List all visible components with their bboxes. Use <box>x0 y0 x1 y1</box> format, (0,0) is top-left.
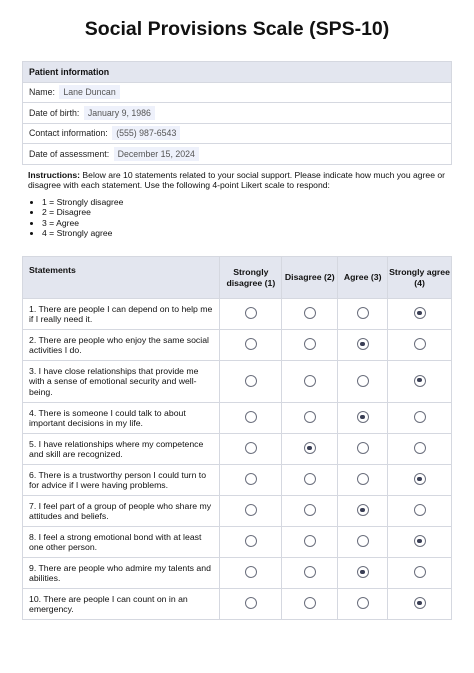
radio-option-4[interactable] <box>414 375 426 387</box>
option-cell <box>282 589 338 620</box>
option-cell <box>338 589 388 620</box>
option-cell <box>282 558 338 589</box>
option-cell <box>282 465 338 496</box>
option-cell <box>338 465 388 496</box>
option-cell <box>388 558 452 589</box>
radio-option-2[interactable] <box>304 535 316 547</box>
option-cell <box>220 527 282 558</box>
radio-option-4[interactable] <box>414 338 426 350</box>
option-cell <box>220 299 282 330</box>
dob-row <box>23 103 452 124</box>
option-cell <box>338 403 388 434</box>
dob-label: Date of birth: <box>29 107 80 118</box>
contact-field[interactable]: (555) 987-6543 <box>112 126 180 140</box>
radio-option-2[interactable] <box>304 566 316 578</box>
table-row <box>23 403 452 434</box>
instructions-label: Instructions: <box>28 170 81 180</box>
option-cell <box>282 299 338 330</box>
radio-option-2[interactable] <box>304 504 316 516</box>
statement-text: 8. I feel a strong emotional bond with at least one other person. <box>23 527 220 558</box>
option-cell <box>220 361 282 403</box>
radio-option-1[interactable] <box>245 504 257 516</box>
page-title: Social Provisions Scale (SPS-10) <box>84 18 390 40</box>
radio-option-1[interactable] <box>245 411 257 423</box>
table-row <box>23 361 452 403</box>
name-row <box>23 82 452 103</box>
option-cell <box>338 496 388 527</box>
disagree-header: Disagree (2) <box>282 257 338 299</box>
table-row <box>23 496 452 527</box>
radio-option-4[interactable] <box>414 307 426 319</box>
option-cell <box>282 330 338 361</box>
rating-rows <box>23 299 452 620</box>
radio-option-3[interactable] <box>357 535 369 547</box>
instructions <box>28 170 448 239</box>
radio-option-4[interactable] <box>414 504 426 516</box>
option-cell <box>338 361 388 403</box>
option-cell <box>220 589 282 620</box>
instructions-text <box>28 170 448 191</box>
option-cell <box>282 527 338 558</box>
radio-option-3[interactable] <box>357 597 369 609</box>
dob-field[interactable]: January 9, 1986 <box>84 106 155 120</box>
patient-info-header: Patient information <box>23 62 452 83</box>
option-cell <box>220 558 282 589</box>
radio-option-1[interactable] <box>245 566 257 578</box>
contact-label: Contact information: <box>29 128 108 139</box>
statement-text: 3. I have close relationships that provide me with a sense of emotional security and well-being. <box>23 361 220 403</box>
option-cell <box>282 496 338 527</box>
scale-item: • 3 = Agree <box>42 218 448 229</box>
statements-header: Statements <box>23 257 220 299</box>
option-cell <box>220 465 282 496</box>
radio-option-3[interactable] <box>357 411 369 423</box>
option-cell <box>388 527 452 558</box>
option-cell <box>388 361 452 403</box>
name-field[interactable]: Lane Duncan <box>59 85 119 99</box>
radio-option-2[interactable] <box>304 375 316 387</box>
radio-option-2[interactable] <box>304 307 316 319</box>
radio-option-4[interactable] <box>414 566 426 578</box>
radio-option-4[interactable] <box>414 535 426 547</box>
statement-text: 7. I feel part of a group of people who share my attitudes and beliefs. <box>23 496 220 527</box>
radio-option-3[interactable] <box>357 307 369 319</box>
radio-option-4[interactable] <box>414 597 426 609</box>
name-label: Name: <box>29 87 55 98</box>
statement-text: 2. There are people who enjoy the same social activities I do. <box>23 330 220 361</box>
assessment-date-field[interactable]: December 15, 2024 <box>114 147 199 161</box>
option-cell <box>388 589 452 620</box>
scale-item: • 1 = Strongly disagree <box>42 197 448 208</box>
scale-list <box>28 197 448 239</box>
scale-item: • 2 = Disagree <box>42 207 448 218</box>
instructions-body: Below are 10 statements related to your social support. Please indicate how much you agree or disagree with each statement. Use the following 4-point Likert scale to respond: <box>28 170 446 191</box>
radio-option-1[interactable] <box>245 597 257 609</box>
radio-option-3[interactable] <box>357 504 369 516</box>
radio-option-1[interactable] <box>245 535 257 547</box>
radio-option-4[interactable] <box>414 473 426 485</box>
option-cell <box>388 330 452 361</box>
option-cell <box>388 434 452 465</box>
table-row <box>23 465 452 496</box>
agree-header: Agree (3) <box>338 257 388 299</box>
radio-option-4[interactable] <box>414 442 426 454</box>
option-cell <box>220 330 282 361</box>
radio-option-3[interactable] <box>357 375 369 387</box>
rating-table <box>22 256 452 620</box>
option-cell <box>282 434 338 465</box>
radio-option-1[interactable] <box>245 375 257 387</box>
option-cell <box>338 434 388 465</box>
assessment-date-label: Date of assessment: <box>29 148 110 159</box>
radio-option-3[interactable] <box>357 566 369 578</box>
option-cell <box>388 465 452 496</box>
contact-row <box>23 123 452 144</box>
statement-text: 6. There is a trustworthy person I could turn to for advice if I were having problems. <box>23 465 220 496</box>
table-row <box>23 299 452 330</box>
radio-option-3[interactable] <box>357 442 369 454</box>
option-cell <box>388 403 452 434</box>
statement-text: 1. There are people I can depend on to help me if I really need it. <box>23 299 220 330</box>
option-cell <box>338 330 388 361</box>
radio-option-2[interactable] <box>304 597 316 609</box>
statement-text: 5. I have relationships where my competence and skill are recognized. <box>23 434 220 465</box>
assessment-date-row <box>23 144 452 165</box>
statement-text: 10. There are people I can count on in an emergency. <box>23 589 220 620</box>
table-row <box>23 330 452 361</box>
option-cell <box>338 558 388 589</box>
option-cell <box>282 403 338 434</box>
statement-text: 9. There are people who admire my talents and abilities. <box>23 558 220 589</box>
option-cell <box>388 299 452 330</box>
scale-item: • 4 = Strongly agree <box>42 228 448 239</box>
table-row <box>23 558 452 589</box>
statement-text: 4. There is someone I could talk to about important decisions in my life. <box>23 403 220 434</box>
table-row <box>23 589 452 620</box>
radio-option-2[interactable] <box>304 442 316 454</box>
radio-option-1[interactable] <box>245 442 257 454</box>
option-cell <box>220 496 282 527</box>
radio-option-4[interactable] <box>414 411 426 423</box>
patient-info-table <box>22 61 452 165</box>
radio-option-1[interactable] <box>245 338 257 350</box>
option-cell <box>388 496 452 527</box>
option-cell <box>338 527 388 558</box>
option-cell <box>220 434 282 465</box>
radio-option-2[interactable] <box>304 338 316 350</box>
strongly-disagree-header: Strongly disagree (1) <box>220 257 282 299</box>
option-cell <box>220 403 282 434</box>
option-cell <box>282 361 338 403</box>
radio-option-2[interactable] <box>304 411 316 423</box>
strongly-agree-header: Strongly agree (4) <box>388 257 452 299</box>
radio-option-3[interactable] <box>357 338 369 350</box>
radio-option-2[interactable] <box>304 473 316 485</box>
table-row <box>23 527 452 558</box>
table-row <box>23 434 452 465</box>
radio-option-1[interactable] <box>245 473 257 485</box>
radio-option-1[interactable] <box>245 307 257 319</box>
radio-option-3[interactable] <box>357 473 369 485</box>
option-cell <box>338 299 388 330</box>
